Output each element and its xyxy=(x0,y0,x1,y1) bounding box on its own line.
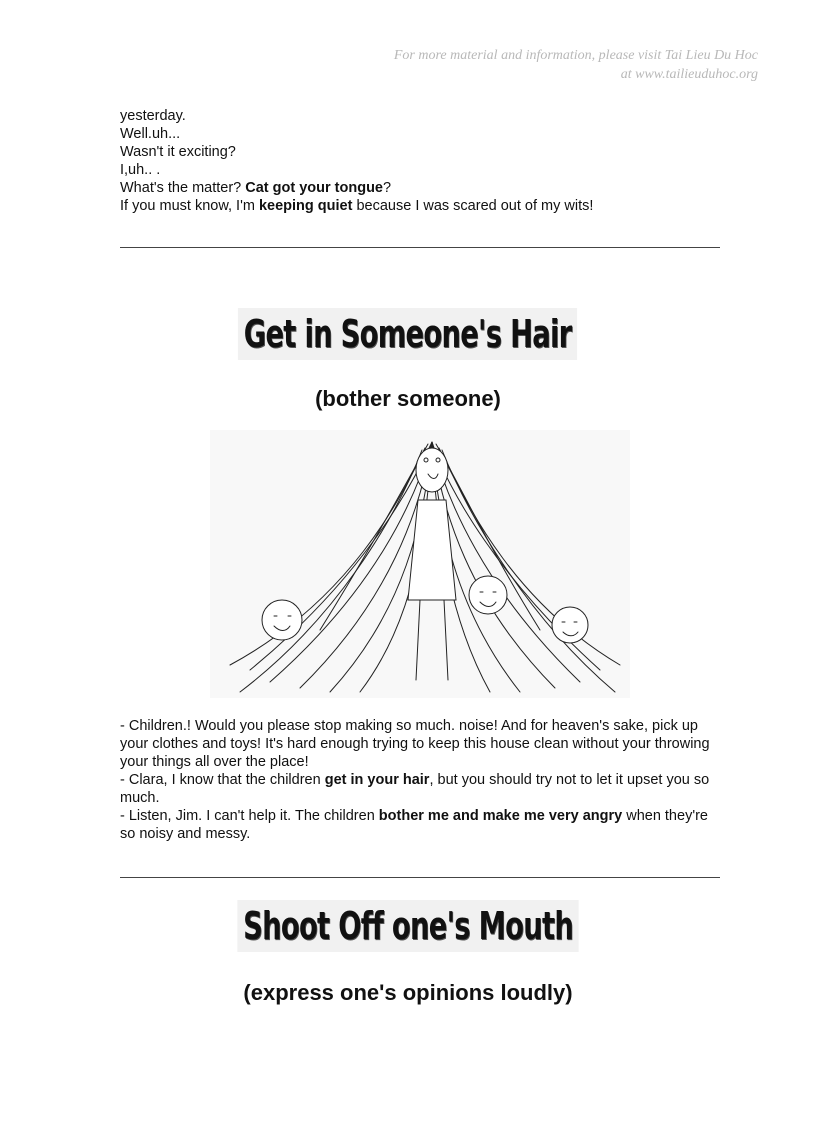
woman-with-long-hair-and-children-illustration xyxy=(210,430,630,698)
idiom-meaning: (bother someone) xyxy=(315,386,501,411)
dialogue-line: If you must know, I'm keeping quiet because I was scared out of my wits! xyxy=(120,198,594,214)
dialogue-line: Well.uh... xyxy=(120,126,181,142)
story-line: - Clara, I know that the children get in your hair, but you should try not to let it upset you so much. xyxy=(120,772,710,806)
story-line: - Children.! Would you please stop making so much. noise! And for heaven's sake, pick up your clothes and toys! It's hard enough trying to keep this house clean without your throwing your things all over the place! xyxy=(120,718,710,770)
header-line-2: at www.tailieuduhoc.org xyxy=(620,67,758,82)
idiom-highlight: bother me and make me very angry xyxy=(378,808,623,824)
idiom-title: Get in Someone's Hair xyxy=(0,308,816,360)
section-divider xyxy=(120,247,720,248)
header-line-1: For more material and information, please visit Tai Lieu Du Hoc xyxy=(393,48,758,63)
dialogue-line: I,uh.. . xyxy=(120,162,161,178)
idiom-highlight: keeping quiet xyxy=(258,198,353,214)
dialogue-line: yesterday. xyxy=(120,108,186,124)
idiom-highlight: Cat got your tongue xyxy=(245,180,384,196)
dialogue-line: Wasn't it exciting? xyxy=(120,144,236,160)
dialogue-block xyxy=(120,107,740,215)
idiom-title: Shoot Off one's Mouth xyxy=(0,900,816,952)
section-divider xyxy=(120,877,720,878)
story-line: - Listen, Jim. I can't help it. The children bother me and make me very angry when they're so noisy and messy. xyxy=(120,808,708,842)
idiom-meaning: (express one's opinions loudly) xyxy=(243,980,573,1005)
dialogue-line: What's the matter? Cat got your tongue? xyxy=(120,180,392,196)
idiom-highlight: get in your hair xyxy=(324,772,430,788)
hair-drawing xyxy=(210,430,630,698)
story-paragraph xyxy=(120,717,720,843)
page-header xyxy=(394,46,758,84)
